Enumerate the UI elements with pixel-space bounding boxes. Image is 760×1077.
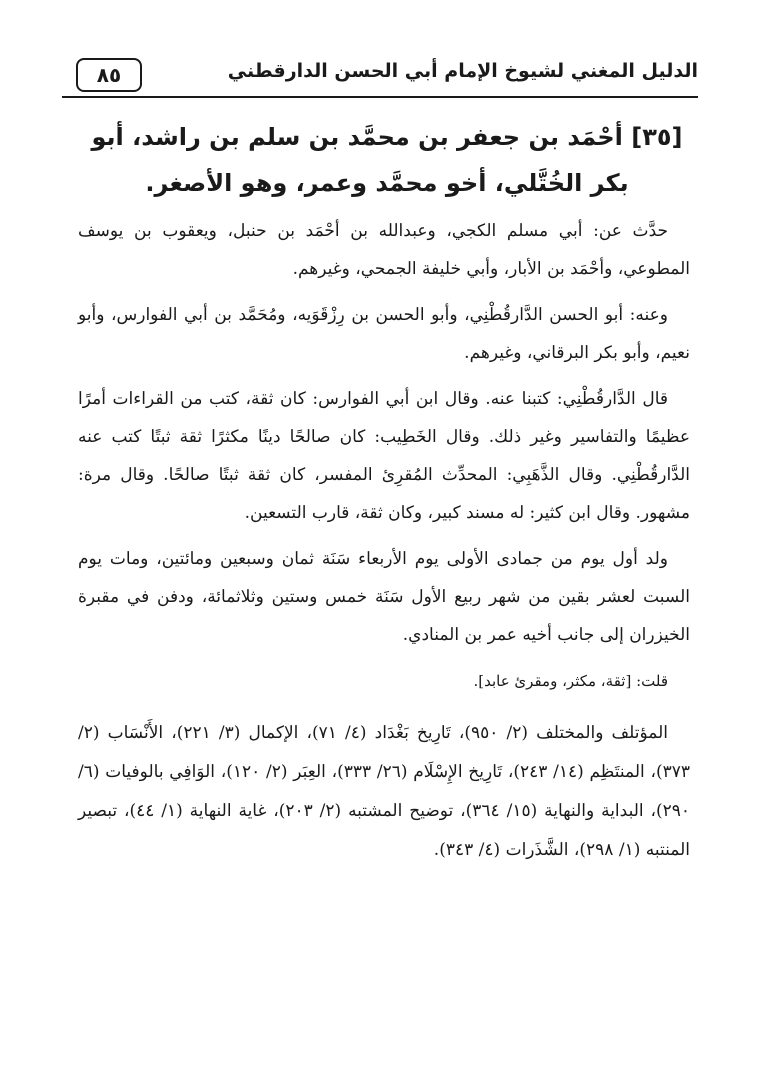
entry-body [78,212,690,878]
paragraph-opinions: قال الدَّارقُطْنِي: كتبنا عنه. وقال ابن أبي الفوارس: كان ثقة، كتب من القراءات أمرًا عظيمًا والتفاسير وغير ذلك. وقال الخَطِيب: كان صالحًا دينًا مكثرًا ثقة ثبتًا كتب عنه الدَّارقُطْنِي. وقال الذَّهَبِي: المحدِّث المُقرِئ المفسر، كان ثقة ثبتًا صالحًا. وقال مرة: مشهور. وقال ابن كثير: له مسند كبير، وكان ثقة، قارب التسعين. [78,389,690,523]
paragraph-narrators: وعنه: أبو الحسن الدَّارقُطْنِي، وأبو الحسن بن رِزْقَوَيه، ومُحَمَّد بن أبي الفوارس، وأبو نعيم، وأبو بكر البرقاني، وغيرهم. [78,305,690,363]
paragraph-narrated-from: حدَّث عن: أبي مسلم الكجي، وعبدالله بن أحْمَد بن حنبل، ويعقوب بن يوسف المطوعي، وأحْمَد بن الأبار، وأبي خليفة الجمحي، وغيرهم. [78,221,690,279]
page-number: ٨٥ [76,58,142,92]
paragraph-birth-death: ولد أول يوم من جمادى الأولى يوم الأربعاء سَنَة ثمان وسبعين ومائتين، ومات يوم السبت لعشر بقين من شهر ربيع الأول سَنَة خمس وستين وثلاثمائة، ودفن في مقبرة الخيزران إلى جانب أخيه عمر بن المنادي. [78,549,690,645]
header-divider [62,96,698,98]
book-title: الدليل المغني لشيوخ الإمام أبي الحسن الدارقطني [227,60,698,82]
entry-heading: [٣٥] أحْمَد بن جعفر بن محمَّد بن سلم بن راشد، أبو بكر الخُتَّلي، أخو محمَّد وعمر، وهو الأصغر. [91,123,683,197]
author-note: قلت: [ثقة، مكثر، ومقرئ عابد]. [473,672,668,690]
running-header [62,56,698,100]
references: المؤتلف والمختلف (٢/ ٩٥٠)، تَارِيخ بَغْدَاد (٤/ ٧١)، الإكمال (٣/ ٢٢١)، الأَنْسَاب (٢/ ٣٧٣)، المنتَظِم (١٤/ ٢٤٣)، تَارِيخ الإِسْلَام (٢٦/ ٣٣٣)، العِبَر (٢/ ١٢٠)، الوَافِي بالوفيات (٦/ ٢٩٠)، البداية والنهاية (١٥/ ٣٦٤)، توضيح المشتبه (٢/ ٢٠٣)، غاية النهاية (١/ ٤٤)، تبصير المنتبه (١/ ٢٩٨)، الشَّذَرات (٤/ ٣٤٣). [78,723,691,860]
